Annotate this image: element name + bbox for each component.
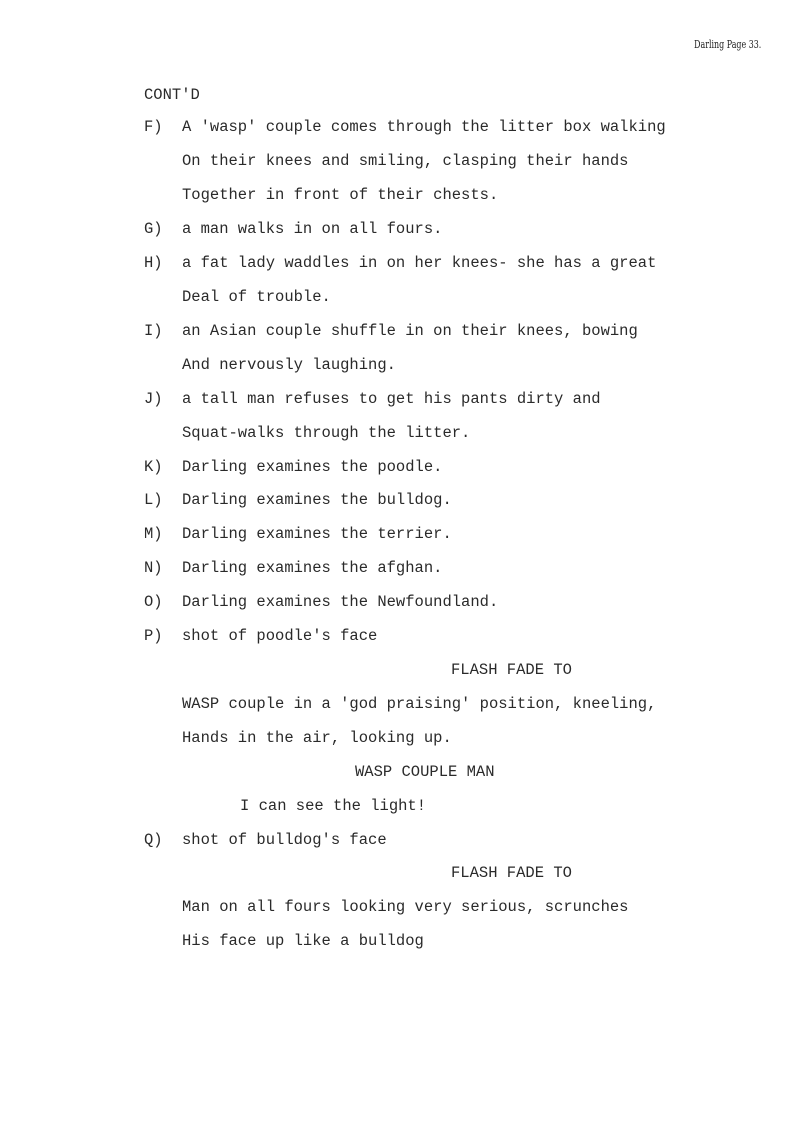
item-marker-p: P) — [144, 627, 163, 645]
action-wasp-line-1: WASP couple in a 'god praising' position, kneeling, — [182, 695, 657, 713]
item-k-line-1: Darling examines the poodle. — [182, 458, 443, 476]
item-marker-l: L) — [144, 491, 163, 509]
item-marker-j: J) — [144, 390, 163, 408]
item-n-line-1: Darling examines the afghan. — [182, 559, 443, 577]
action-man-line-1: Man on all fours looking very serious, scrunches — [182, 898, 629, 916]
item-g-line-1: a man walks in on all fours. — [182, 220, 443, 238]
item-marker-m: M) — [144, 525, 163, 543]
item-marker-g: G) — [144, 220, 163, 238]
item-marker-i: I) — [144, 322, 163, 340]
item-f-line-2: On their knees and smiling, clasping their hands — [182, 152, 629, 170]
action-man-line-2: His face up like a bulldog — [182, 932, 424, 950]
item-marker-q: Q) — [144, 831, 163, 849]
item-i-line-2: And nervously laughing. — [182, 356, 396, 374]
item-f-line-1: A 'wasp' couple comes through the litter box walking — [182, 118, 666, 136]
item-p-line-1: shot of poodle's face — [182, 627, 378, 645]
item-j-line-1: a tall man refuses to get his pants dirty and — [182, 390, 601, 408]
item-marker-f: F) — [144, 118, 163, 136]
item-j-line-2: Squat-walks through the litter. — [182, 424, 471, 442]
transition-flash-fade-1: FLASH FADE TO — [451, 661, 572, 679]
item-marker-o: O) — [144, 593, 163, 611]
dialogue-line: I can see the light! — [240, 797, 427, 815]
contd-label: CONT'D — [144, 86, 200, 104]
item-h-line-1: a fat lady waddles in on her knees- she has a great — [182, 254, 657, 272]
transition-flash-fade-2: FLASH FADE TO — [451, 864, 572, 882]
action-wasp-line-2: Hands in the air, looking up. — [182, 729, 452, 747]
item-marker-n: N) — [144, 559, 163, 577]
item-o-line-1: Darling examines the Newfoundland. — [182, 593, 499, 611]
item-marker-k: K) — [144, 458, 163, 476]
item-f-line-3: Together in front of their chests. — [182, 186, 499, 204]
page-number-header: Darling Page 33. — [693, 38, 761, 51]
item-i-line-1: an Asian couple shuffle in on their knees, bowing — [182, 322, 638, 340]
item-marker-h: H) — [144, 254, 163, 272]
item-l-line-1: Darling examines the bulldog. — [182, 491, 452, 509]
character-cue: WASP COUPLE MAN — [355, 763, 495, 781]
item-h-line-2: Deal of trouble. — [182, 288, 331, 306]
item-m-line-1: Darling examines the terrier. — [182, 525, 452, 543]
item-q-line-1: shot of bulldog's face — [182, 831, 387, 849]
